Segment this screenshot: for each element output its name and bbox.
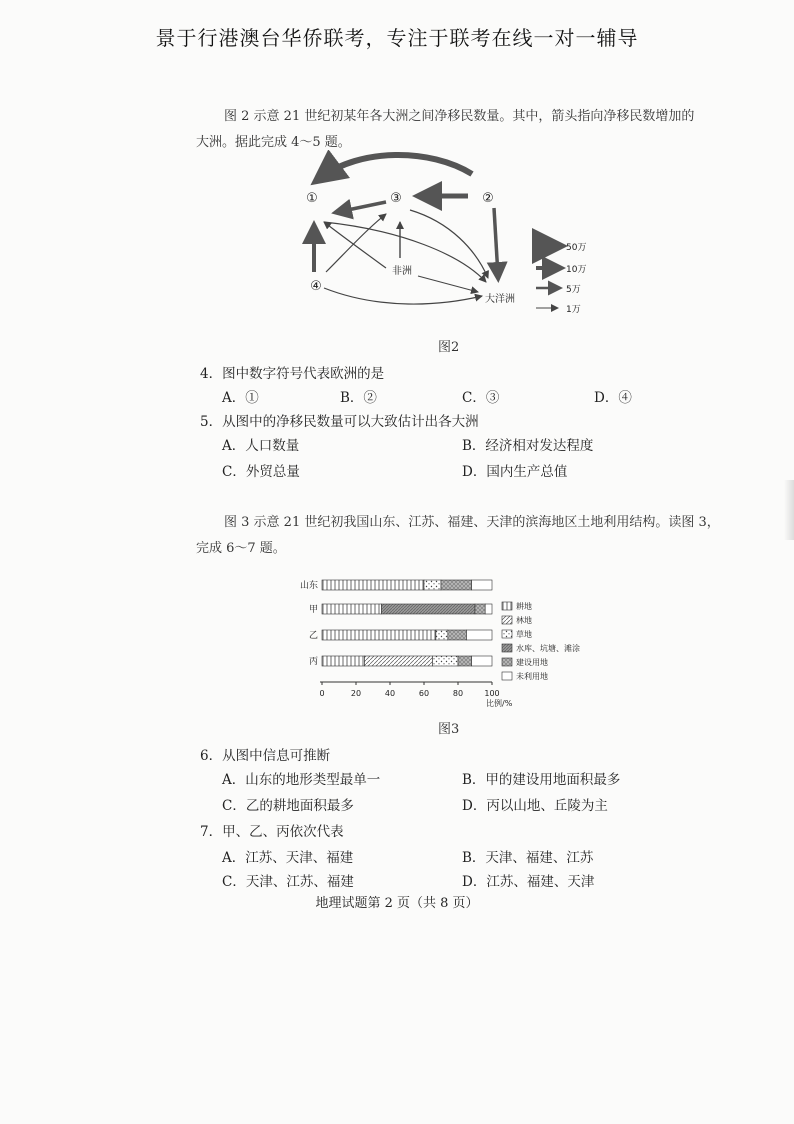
x-tick-label: 0 (319, 689, 325, 698)
q7-option-c: C．天津、江苏、福建 (222, 874, 354, 890)
q6-option-a: A．山东的地形类型最单一 (222, 772, 381, 788)
category-label: 山东 (299, 581, 318, 591)
category-label: 丙 (308, 657, 318, 667)
page-banner: 景于行港澳台华侨联考，专注于联考在线一对一辅导 (155, 26, 639, 50)
q5-option-c: C．外贸总量 (222, 464, 300, 480)
q7-stem: 7．甲、乙、丙依次代表 (200, 824, 344, 840)
legend-label: 水库、坑塘、滩涂 (516, 644, 580, 653)
node-africa-label: 非洲 (392, 266, 412, 277)
node-3-label: ③ (390, 191, 402, 206)
node-2-label: ② (482, 191, 494, 206)
flow-2-to-1 (320, 155, 472, 178)
fig3-caption: 图3 (438, 722, 460, 737)
bar-segment (322, 630, 436, 640)
fig2-intro-line2: 大洲。据此完成 4～5 题。 (196, 135, 351, 150)
land-use-chart (290, 560, 630, 710)
legend-5w: 5万 (566, 285, 581, 295)
bar-segment (472, 656, 492, 666)
q4-option-c: C．③ (462, 390, 500, 406)
fig2-caption: 图2 (438, 340, 460, 355)
category-label: 甲 (308, 605, 318, 615)
q7-option-d: D．江苏、福建、天津 (462, 874, 595, 890)
bar-segment (322, 604, 382, 614)
legend-swatch (502, 644, 512, 652)
bar-segment (472, 580, 492, 590)
category-label: 乙 (308, 631, 318, 641)
bar-segment (433, 656, 459, 666)
flow-africa-to-1 (324, 222, 386, 268)
bar-segment (441, 580, 472, 590)
bar-segment (424, 580, 441, 590)
x-tick-label: 80 (452, 689, 464, 698)
legend-50w: 50万 (566, 243, 587, 253)
flow-2-to-oceania (494, 208, 498, 276)
x-tick-label: 60 (418, 689, 430, 698)
q4-stem: 4．图中数字符号代表欧洲的是 (200, 366, 385, 382)
flow-africa-to-oceania (418, 276, 478, 292)
legend-swatch (502, 602, 512, 610)
bar-segment (485, 604, 492, 614)
scan-edge-shadow (784, 480, 794, 540)
fig3-intro-line2: 完成 6～7 题。 (196, 541, 286, 556)
fig2-intro-line1: 图 2 示意 21 世纪初某年各大洲之间净移民数量。其中，箭头指向净移民数增加的 (224, 109, 695, 124)
bar-segment (467, 630, 493, 640)
legend-label: 耕地 (516, 602, 532, 611)
bar-segment (475, 604, 485, 614)
bar-segment (365, 656, 433, 666)
x-tick-label: 20 (350, 689, 362, 698)
x-tick-label: 40 (384, 689, 396, 698)
q5-option-d: D．国内生产总值 (462, 464, 568, 480)
flow-3-to-1 (338, 202, 386, 212)
q5-option-b: B．经济相对发达程度 (462, 438, 594, 454)
node-1-label: ① (306, 191, 318, 206)
node-4-label: ④ (310, 279, 322, 294)
legend-swatch (502, 672, 512, 680)
fig3-legend (502, 601, 580, 681)
q6-option-b: B．甲的建设用地面积最多 (462, 772, 621, 788)
page-footer: 地理试题第 2 页（共 8 页） (315, 896, 479, 911)
q5-option-a: A．人口数量 (222, 438, 300, 454)
q6-stem: 6．从图中信息可推断 (200, 748, 331, 764)
fig3-intro-line1: 图 3 示意 21 世纪初我国山东、江苏、福建、天津的滨海地区土地利用结构。读图 3， (224, 515, 720, 530)
fig2-legend (536, 242, 586, 315)
node-oceania-label: 大洋洲 (485, 294, 515, 305)
legend-1w: 1万 (566, 305, 581, 315)
legend-swatch (502, 616, 512, 624)
bar-segment (436, 630, 448, 640)
q6-option-c: C．乙的耕地面积最多 (222, 798, 354, 814)
legend-label: 建设用地 (516, 658, 548, 667)
legend-label: 未利用地 (516, 672, 548, 681)
flow-4-to-oceania (324, 288, 482, 304)
q4-option-a: A．① (222, 390, 259, 406)
q5-stem: 5．从图中的净移民数量可以大致估计出各大洲 (200, 414, 479, 430)
legend-swatch (502, 630, 512, 638)
x-axis-label: 比例/% (486, 699, 513, 708)
legend-10w: 10万 (566, 265, 587, 275)
bar-segment (448, 630, 467, 640)
x-tick-label: 100 (484, 689, 500, 698)
q7-option-b: B．天津、福建、江苏 (462, 850, 594, 866)
bar-segment (322, 656, 365, 666)
q4-option-d: D．④ (594, 390, 632, 406)
bar-segment (322, 580, 424, 590)
bar-segment (382, 604, 476, 614)
legend-swatch (502, 658, 512, 666)
q7-option-a: A．江苏、天津、福建 (222, 850, 354, 866)
migration-flow-diagram (290, 150, 610, 325)
q4-option-b: B．② (340, 390, 377, 406)
bar-segment (458, 656, 472, 666)
legend-label: 林地 (516, 616, 532, 625)
legend-label: 草地 (516, 630, 532, 639)
q6-option-d: D．丙以山地、丘陵为主 (462, 798, 608, 814)
